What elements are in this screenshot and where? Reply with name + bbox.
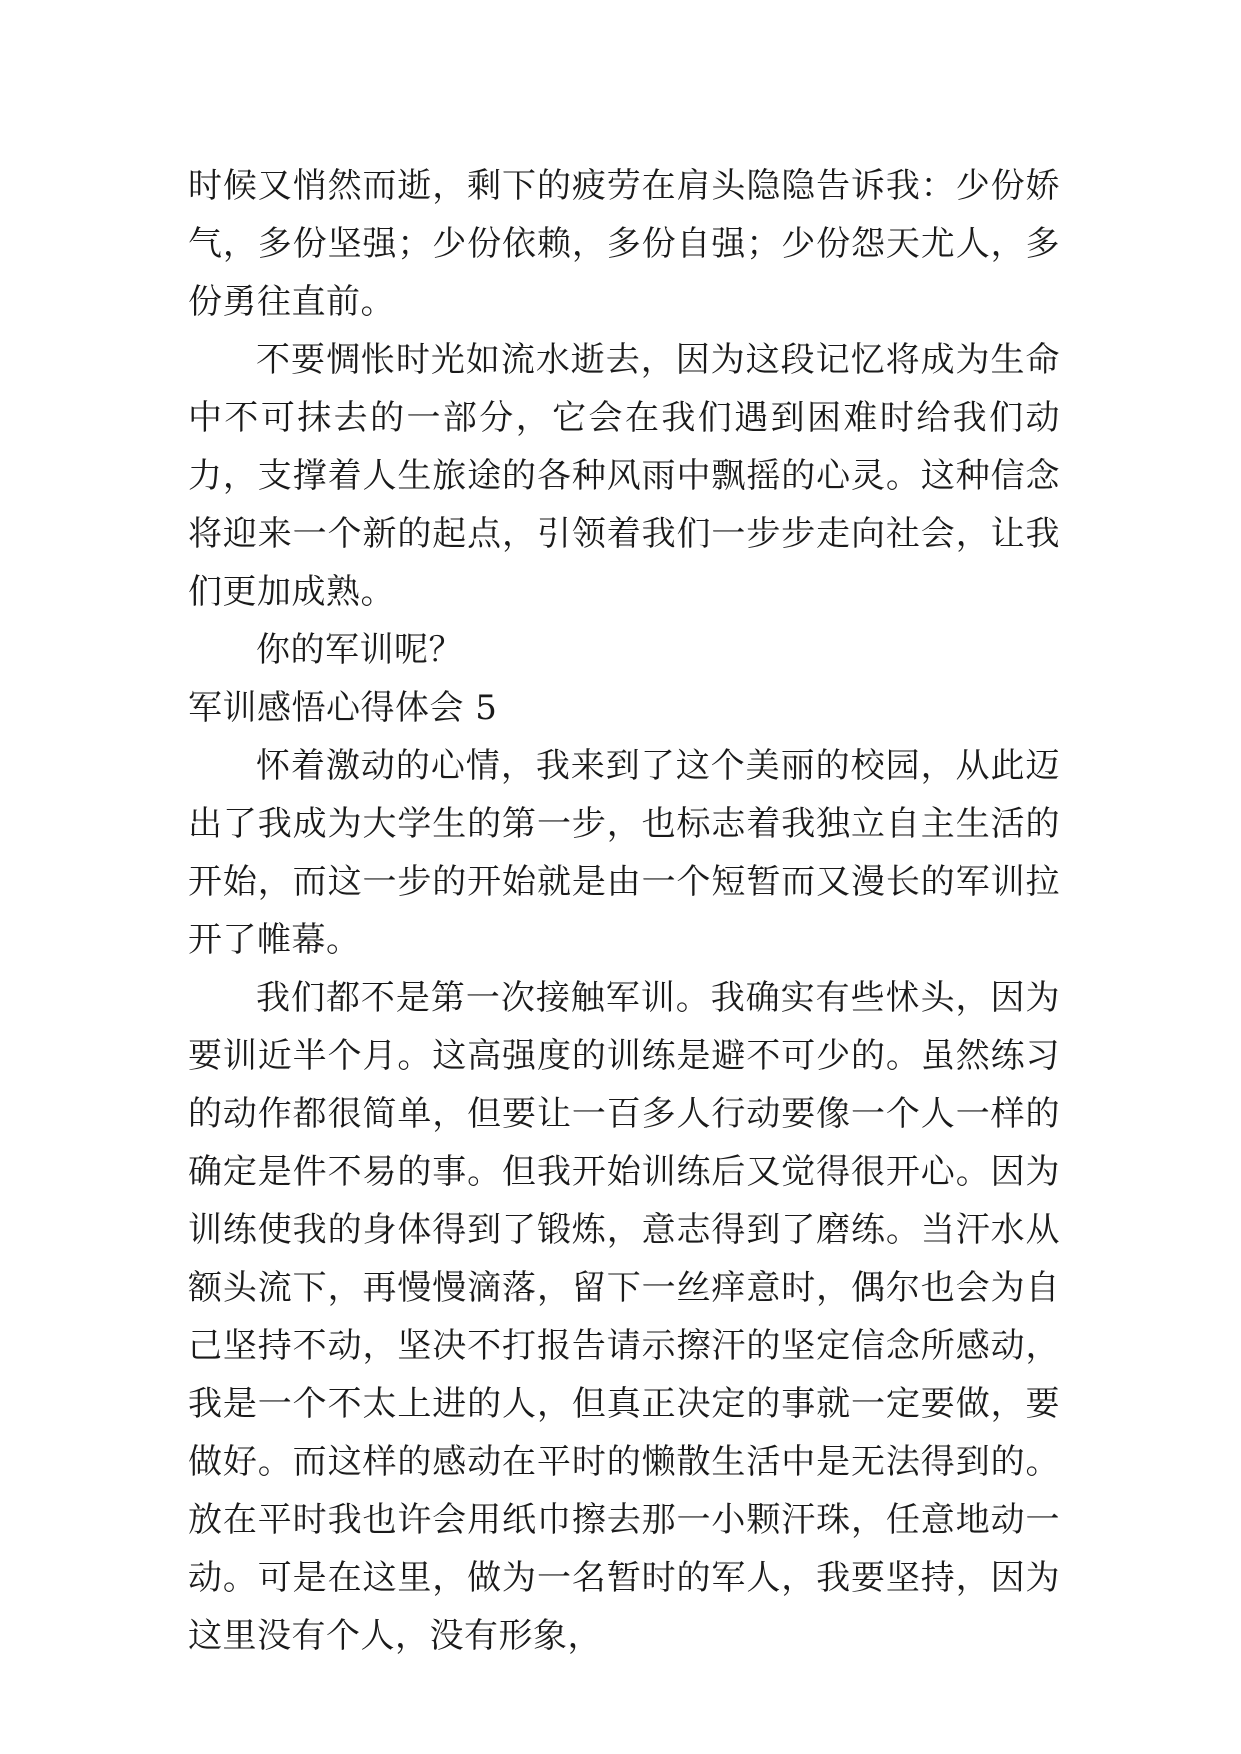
paragraph-question: 你的军训呢？	[256, 630, 463, 670]
paragraph: 不要惆怅时光如流水逝去，因为这段记忆将成为生命中不可抹去的一部分，它会在我们遇到困难时给我们动力，支撑着人生旅途的各种风雨中飘摇的心灵。这种信念将迎来一个新的起点，引领着我们一步步走向社会，让我们更加成熟。	[188, 340, 1060, 612]
paragraph-continued: 时候又悄然而逝，剩下的疲劳在肩头隐隐告诉我：少份娇气，多份坚强；少份依赖，多份自强；少份怨天尤人，多份勇往直前。	[188, 166, 1060, 322]
section-title: 军训感悟心得体会 5	[188, 688, 498, 728]
paragraph: 我们都不是第一次接触军训。我确实有些怵头，因为要训近半个月。这高强度的训练是避不可少的。虽然练习的动作都很简单，但要让一百多人行动要像一个人一样的确定是件不易的事。但我开始训练后又觉得很开心。因为训练使我的身体得到了锻炼，意志得到了磨练。当汗水从额头流下，再慢慢滴落，留下一丝痒意时，偶尔也会为自己坚持不动，坚决不打报告请示擦汗的坚定信念所感动，我是一个不太上进的人，但真正决定的事就一定要做，要做好。而这样的感动在平时的懒散生活中是无法得到的。放在平时我也许会用纸巾擦去那一小颗汗珠，任意地动一动。可是在这里，做为一名暂时的军人，我要坚持，因为这里没有个人，没有形象，	[188, 978, 1060, 1656]
paragraph: 怀着激动的心情，我来到了这个美丽的校园，从此迈出了我成为大学生的第一步，也标志着我独立自主生活的开始，而这一步的开始就是由一个短暂而又漫长的军训拉开了帷幕。	[188, 746, 1060, 960]
document-body	[188, 157, 1060, 1665]
